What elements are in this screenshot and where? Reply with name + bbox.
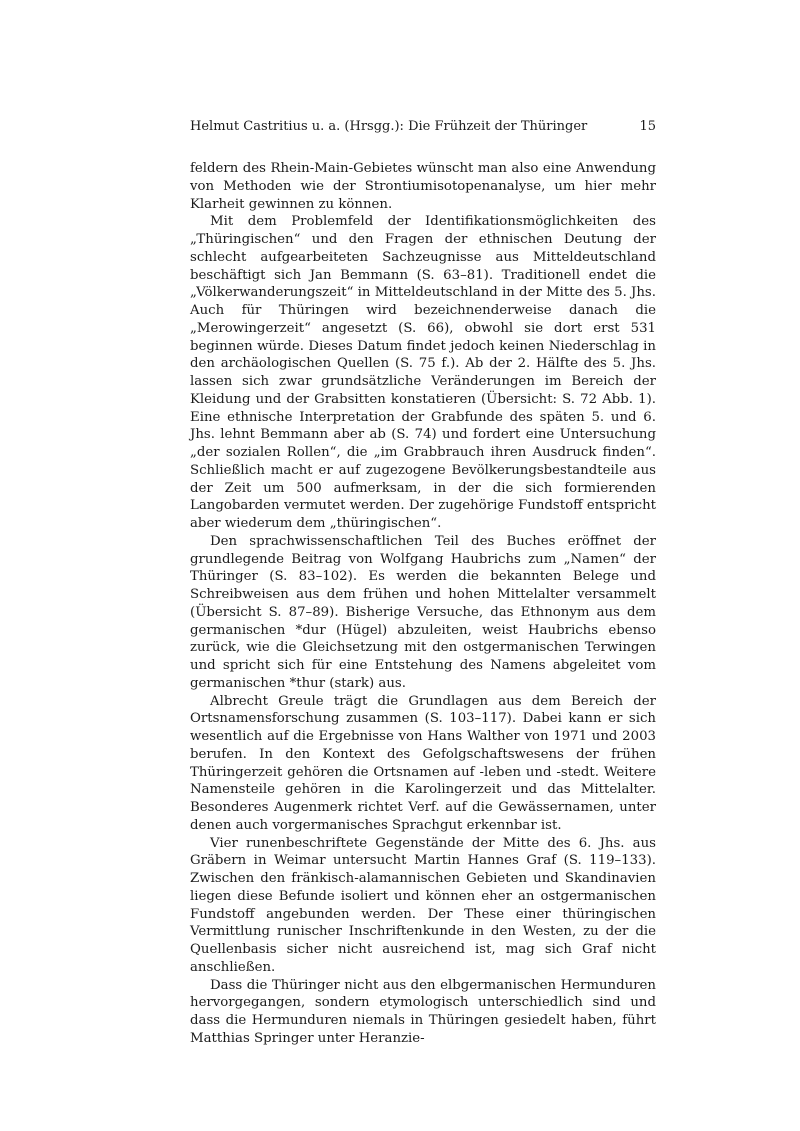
paragraph-springer: Dass die Thüringer nicht aus den elbgermanischen Hermunduren hervorgegangen, sondern etymologisch unterschiedlich sind und dass die Hermunduren niemals in Thüringen gesiedelt haben, führt Matthias Springer unter Heranzie- [190,977,656,1046]
page-number: 15 [639,119,656,134]
paragraph-continuation: feldern des Rhein-Main-Gebietes wünscht man also eine Anwendung von Methoden wie der Strontiumisotopenanalyse, um hier mehr Klarheit gewinnen zu können. [190,161,656,212]
paragraph-graf: Vier runenbeschriftete Gegenstände der Mitte des 6. Jhs. aus Gräbern in Weimar untersucht Martin Hannes Graf (S. 119–133). Zwischen den fränkisch-alamannischen Gebieten und Skandinavien liegen diese Befunde isoliert und können eher an ostgermanischen Fundstoff angebunden werden. Der These einer thüringischen Vermittlung runischer Inschriftenkunde in den Westen, zu der die Quellenbasis sicher nicht ausreichend ist, mag sich Graf nicht anschließen. [190,835,656,975]
paragraph-haubrichs: Den sprachwissenschaftlichen Teil des Buches eröffnet der grundlegende Beitrag von Wolfgang Haubrichs zum „Namen“ der Thüringer (S. 83–102). Es werden die bekannten Belege und Schreibweisen aus dem frühen und hohen Mittelalter versammelt (Übersicht S. 87–89). Bisherige Versuche, das Ethnonym aus dem germanischen *dur (Hügel) abzuleiten, weist Haubrichs ebenso zurück, wie die Gleichsetzung mit den ostgermanischen Terwingen und spricht sich für eine Entstehung des Namens abgeleitet vom germanischen *thur (stark) aus. [190,533,656,691]
paragraph-greule: Albrecht Greule trägt die Grundlagen aus dem Bereich der Ortsnamensforschung zusammen (S. 103–117). Dabei kann er sich wesentlich auf die Ergebnisse von Hans Walther von 1971 und 2003 berufen. In den Kontext des Gefolgschaftswesens der frühen Thüringerzeit gehören die Ortsnamen auf -leben und -stedt. Weitere Namensteile gehören in die Karolingerzeit und das Mittelalter. Besonderes Augenmerk richtet Verf. auf die Gewässernamen, unter denen auch vorgermanisches Sprachgut erkennbar ist. [190,693,656,833]
running-title: Helmut Castritius u. a. (Hrsgg.): Die Frühzeit der Thüringer [190,119,588,134]
body-text [190,160,656,1048]
paragraph-bemmann: Mit dem Problemfeld der Identifikationsmöglichkeiten des „Thüringischen“ und den Fragen der ethnischen Deutung der schlecht aufgearbeiteten Sachzeugnisse aus Mitteldeutschland beschäftigt sich Jan Bemmann (S. 63–81). Traditionell endet die „Völkerwanderungszeit“ in Mitteldeutschland in der Mitte des 5. Jhs. Auch für Thüringen wird bezeichnenderweise danach die „Merowingerzeit“ angesetzt (S. 66), obwohl sie dort erst 531 beginnen würde. Dieses Datum findet jedoch keinen Niederschlag in den archäologischen Quellen (S. 75 f.). Ab der 2. Hälfte des 5. Jhs. lassen sich zwar grundsätzliche Veränderungen im Bereich der Kleidung und der Grabsitten konstatieren (Übersicht: S. 72 Abb. 1). Eine ethnische Interpretation der Grabfunde des späten 5. und 6. Jhs. lehnt Bemmann aber ab (S. 74) und fordert eine Untersuchung „der sozialen Rollen“, die „im Grabbrauch ihren Ausdruck finden“. Schließlich macht er auf zugezogene Bevölkerungsbestandteile aus der Zeit um 500 aufmerksam, in der die sich formierenden Langobarden vermutet werden. Der zugehörige Fundstoff entspricht aber wiederum dem „thüringischen“. [190,214,656,531]
